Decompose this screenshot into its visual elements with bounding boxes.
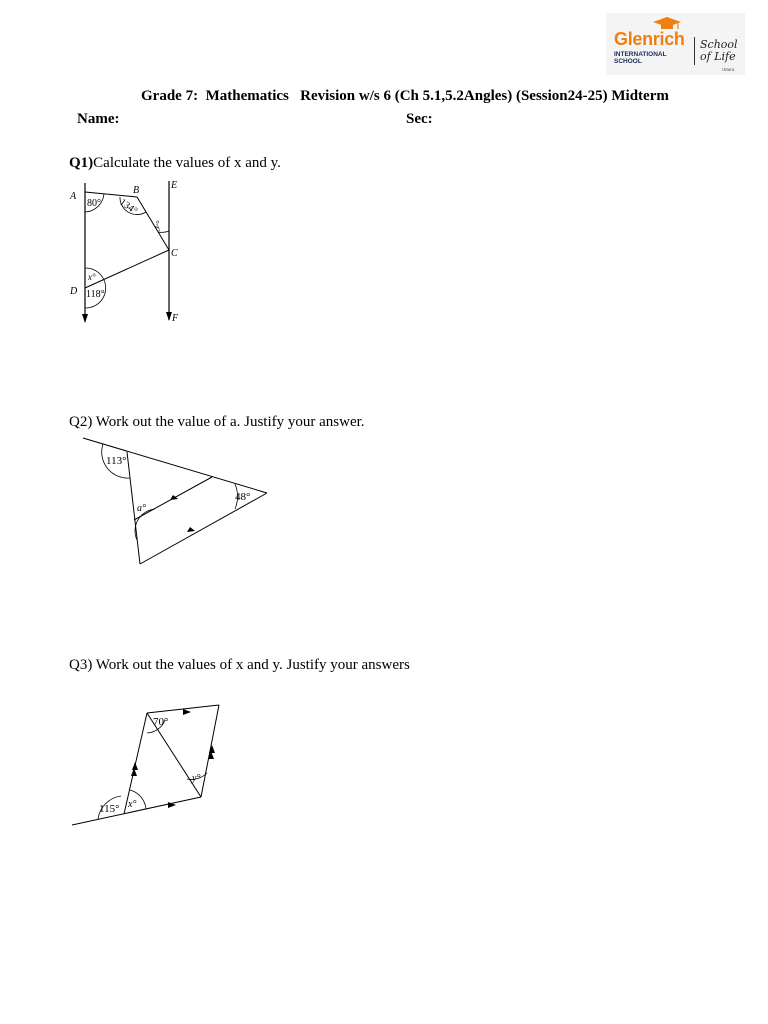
angle-x: x° — [128, 799, 137, 810]
logo-campus: Uttara — [722, 67, 735, 72]
parallel-arrow-2 — [187, 527, 195, 532]
angle-134: 134° — [117, 197, 140, 217]
question-1-number: Q1) — [69, 155, 94, 171]
school-logo — [606, 13, 745, 75]
question-3-text: Work out the values of x and y. Justify your answers — [92, 657, 410, 673]
angle-a: a° — [137, 503, 146, 514]
angle-118: 118° — [86, 289, 105, 300]
question-2-figure — [70, 436, 270, 571]
angle-80: 80° — [87, 198, 101, 209]
logo-tagline-line2: of Life — [700, 50, 736, 63]
logo-subtitle-line2: SCHOOL — [614, 58, 642, 65]
angle-113: 113° — [106, 455, 127, 467]
name-label: Name: — [77, 111, 120, 127]
logo-subtitle — [614, 51, 667, 65]
question-3-number: Q3) — [69, 657, 93, 673]
question-1-text: Calculate the values of x and y. — [93, 155, 281, 171]
logo-subtitle-line1: INTERNATIONAL — [614, 51, 667, 58]
angle-y: y° — [192, 773, 201, 784]
label-e: E — [171, 180, 178, 191]
logo-tagline-line1: School — [700, 38, 738, 51]
line-base — [72, 797, 201, 825]
angle-x: x° — [88, 272, 96, 282]
arrow-d — [82, 314, 88, 323]
question-3-figure — [70, 698, 230, 833]
question-1 — [69, 155, 281, 172]
logo-divider — [694, 37, 695, 65]
label-d: D — [70, 286, 78, 297]
logo-tagline — [700, 39, 738, 63]
sec-label: Sec: — [406, 111, 433, 127]
logo-brand: Glenrich — [614, 29, 685, 49]
question-2-number: Q2) — [69, 414, 93, 430]
label-f: F — [172, 313, 179, 324]
graduation-cap-icon — [652, 16, 682, 30]
parallel-arrow-1 — [170, 495, 178, 500]
label-c: C — [171, 248, 178, 259]
question-2 — [69, 414, 365, 431]
question-2-text: Work out the value of a. Justify your answer. — [92, 414, 365, 430]
angle-70: 70° — [153, 716, 169, 728]
question-3 — [69, 657, 410, 674]
angle-y: y° — [151, 218, 164, 231]
angle-48: 48° — [235, 491, 251, 503]
angle-115: 115° — [99, 803, 120, 815]
label-a: A — [70, 191, 77, 202]
line-bottom — [140, 493, 267, 564]
worksheet-title: Grade 7: Mathematics Revision w/s 6 (Ch 5.1,5.2Angles) (Session24-25) Midterm — [141, 88, 669, 104]
question-1-figure — [66, 176, 196, 326]
parallel-arrow-left-1 — [132, 762, 138, 770]
parallel-arrow-top — [183, 709, 191, 715]
label-b: B — [133, 185, 140, 196]
